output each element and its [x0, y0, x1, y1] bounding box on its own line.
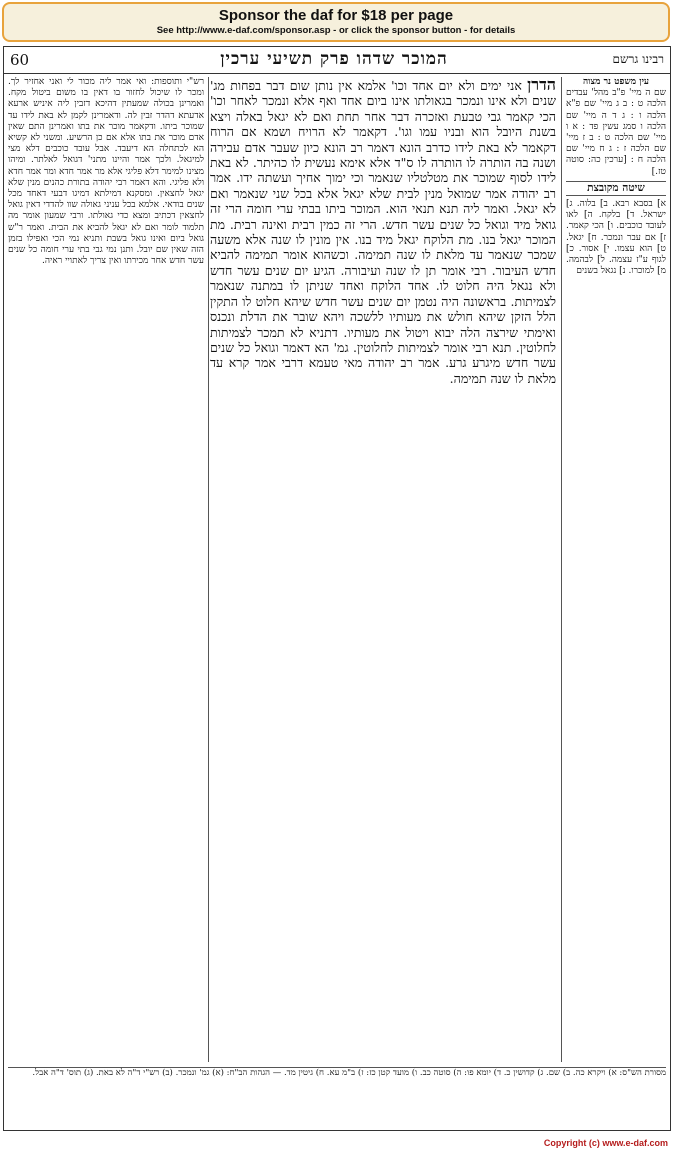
- gemara-lead-word: הדרן: [527, 77, 556, 94]
- ein-mishpat-text: שם ה מיי' פ"ב מהל' עבדים הלכה ט : ב ג מיי' שם פ"א הלכה ו : ג ד ה מיי' שם הלכה ו סמג עשין פד : א ו מיי' שם הלכה ט : ב ז מיי' שם הלכה ז : ג ח מיי' שם הלכה ח : [ערכין כה: סוטה טז.]: [566, 88, 666, 177]
- ein-mishpat-label: עין משפט נר מצוה: [582, 77, 650, 87]
- banner-title: Sponsor the daf for $18 per page: [218, 7, 454, 24]
- shita-mekubetzet-heading: שיטה מקובצת: [566, 181, 666, 196]
- commentary-title: רבינו גרשם: [612, 52, 664, 66]
- page-header: [4, 47, 670, 74]
- tractate-title: המוכר שדהו פרק תשיעי ערכין: [220, 49, 448, 69]
- gemara-text: אני ימים ולא יום אחד וכו' אלמא אין נותן שום דבר בפחות מג' שנים ולא אינו ונמכר בגאולתו אינו ביום אחד ואף אלא ונמכר לאחר וכו' הכי קאמר גבי טבעת ואזכרה דבר אחר תחת ואם לא יגאל באלה ויצא בשנת היובל הוא ובניו עמו וגו'. דקאמר לא הרויח ושמא אם הרוח דקאמר לא באת לידו כדרב הונא דאמר רב הונא כיון שעבר אדם עבירה ושנה בה הותרה לו הותרה לו ס"ד אלא אימא נעשית לו כהיתר. לא באת לידו לסוף שמוכר את מטלטליו שנאמר וכי ימוך אחיך ועשתה ידו. אמר רב יהודה אמר שמואל מנין לבית שלא יגאל אלא בכל שני שנאמר ואם לא יגאל. ואמר ליה תנא תנאי הוא. המוכר ביתו בבתי ערי חומה הרי זה גואל מיד וגואל כל שנים עשר חדש. הרי זה כמין רבית ואינה רבית. מת המוכר יגאל בנו. מת הלוקח יגאל מיד בנו. אין מונין לו שנה אלא משעה שמכר שנאמר עד מלאת לו שנה תמימה. וכשהוא אומר תמימה להביא חדש העיבור. רבי אומר תן לו שנה ועיבורה. הגיע יום שנים עשר חדש ולא נגאל היה חלוט לו. אחד הלוקח ואחד שניתן לו במתנה שנאמר לצמיתות. בראשונה היה נטמן יום שנים עשר חדש שיהא חלוט לו התקין הלל הזקן שיהא חולש את מעותיו ללשכה ויהא שובר את הדלת ונכנס ואימתי שירצה הלה יבוא ויטול את מעותיו. דתניא לא תמכר לצמיתות לחלוטין. תנא רבי אומר לצמיתות לחלוטין. גמ' הא דאמר וגואל כל שנים עשר חדש מיגרע גרע. אמר רב יהודה מאי טעמא דרבי אמר קרא עד מלאת לו שנה תמימה.: [210, 78, 556, 386]
- page-number: 60: [10, 51, 30, 69]
- commentary-column: [8, 77, 209, 1062]
- footnotes: מסורת הש"ס: א) ויקרא כה. ב) שם. ג) קדושין כ. ד) יומא פו: ה) סוטה כב. ו) מועד קטן כז: ז) ב"מ עא. ח) גיטין מד. — הגהות הב"ח: (א) גמ' ונמכר. (ב) רש"י ד"ה לא באת. (ג) תוס' ד"ה אבל.: [8, 1067, 666, 1114]
- copyright-notice: Copyright (c) www.e-daf.com: [543, 1138, 668, 1148]
- shita-mekubetzet-text: א] בסבא רבא. ב] בלוה. ג] ישראל. ד] בלקח. ה] לאו לעובד כוכבים. ו] הכי קאמר. ז] אם עבר ונמכר. ח] יגאל. ט] הוא עצמו. י] אסור. כ] לגוף ע"ז עצמה. ל] לבהמה. מ] למוכרו. נ] נגאל בשנים: [566, 199, 666, 277]
- sponsor-banner[interactable]: [2, 2, 670, 42]
- commentary-text: רש"י ותוספות: ואי אמר ליה מכור לי ואני אחזיר לך. ומכר לו שיכול לחזור בו דאין בו משום ביטול מקח. ואמרינן בכולה שמעתין דהיכא דזבין ליה איניש ארעא אדעתא דהדר זבין לה. ודאמרינן לקמן לא באת לידו עד שמוכר ביתו. ודקאמר מוכר את בתו ואמרינן התם שאין אדם מוכר את בתו אלא אם כן הרשיע. ומשני לא קשיא הא לכתחלה הא דיעבד. אבל עובד כוכבים דלא מצי למיגאל. ולכך אמר והיינו מתני' דגואל לאלתר. ומיהו מצינו למימר דלא פליגי אלא מר אמר חדא ומר אמר חדא ולא פליגי. והא דאמר רבי יהודה בתורת כהנים מנין שלא יגאל לחצאין. ומסקנא דמילתא דמיגו דבעי דאחד מכל שנים בודאי. אלמא בכל עניני גאולה שוו להדדי דאין גואל לחצאין דכתיב ומצא כדי גאולתו. ורבי שמעון אומר מה תלמוד לומר ואם לא יגאל להביא את הבית. ואמר ר"ש גואל ביום ואינו גואל בשבת ותניא נמי הכי ואפילו בזמן הזה שאין שם יובל. ותנן נמי גבי בתי ערי חומה כל שנים עשר חדש אחר מכירתו ואין צריך לאתויי ראיה.: [8, 77, 204, 267]
- talmud-page: [3, 46, 671, 1131]
- ein-mishpat-column: [561, 77, 666, 1062]
- banner-subtitle: See http://www.e-daf.com/sponsor.asp - or click the sponsor button - for details: [156, 25, 516, 36]
- gemara-column: [210, 77, 556, 1062]
